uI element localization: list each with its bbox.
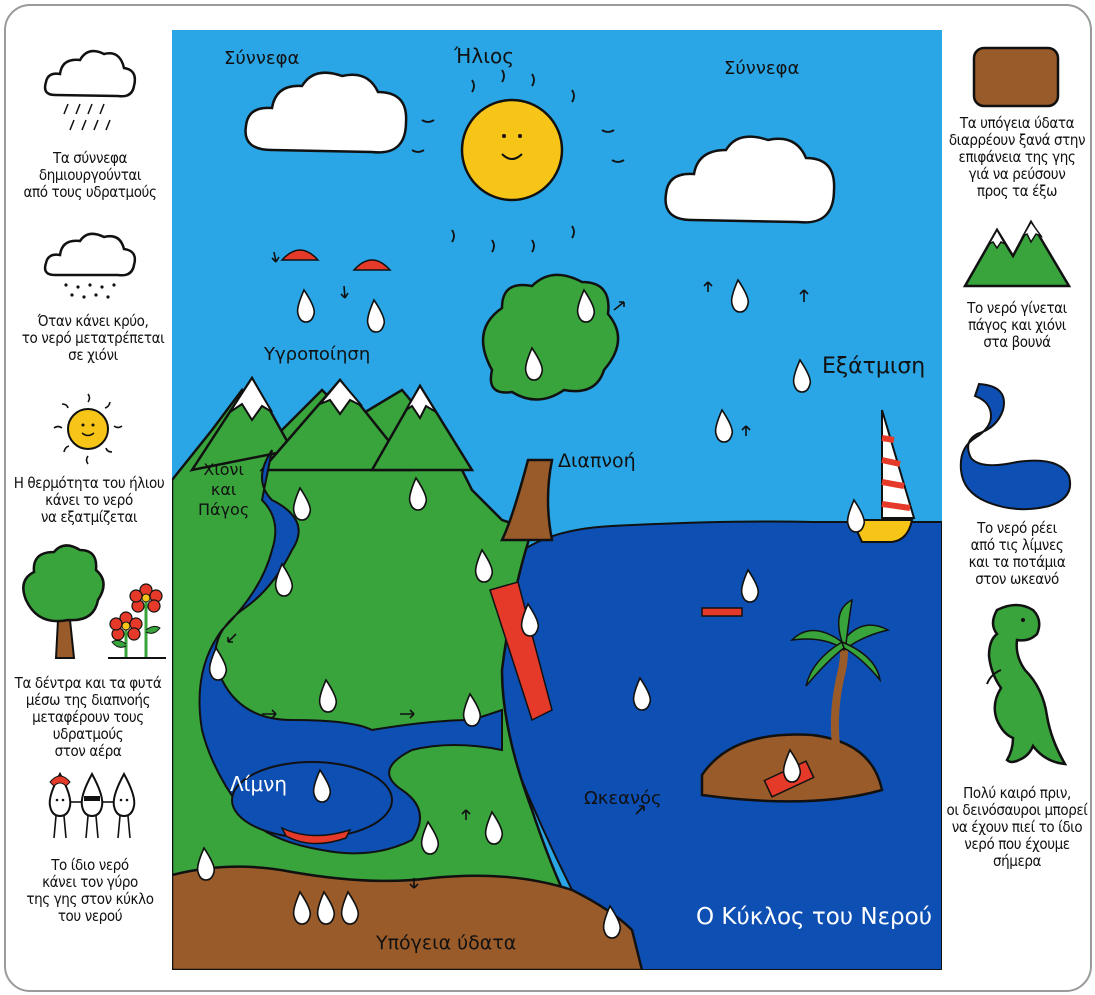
left-sidebar — [0, 0, 172, 995]
river-lake-icon — [957, 380, 1077, 515]
scene-drawing — [172, 30, 942, 970]
caption-trees: Τα δέντρα και τα φυτά μέσω της διαπνοής μεταφέρουν τους υδρατμούς στον αέρα — [14, 674, 162, 760]
label-snow-and-ice: Χιόνι και Πάγος — [198, 460, 250, 519]
snow-cloud-icon — [40, 225, 140, 305]
label-sun: Ήλιος — [454, 44, 514, 68]
caption-clouds: Τα σύννεφα δημιουργούνται από τους υδρατμούς — [23, 149, 157, 201]
soil-block-icon — [971, 40, 1061, 110]
caption-mountain: Το νερό γίνεται πάγος και χιόνι στα βουνά — [967, 299, 1067, 351]
label-evaporation: Εξάτμιση — [822, 354, 926, 379]
dinosaur-icon — [967, 600, 1067, 772]
label-lake: Λίμνη — [230, 772, 288, 796]
label-transpiration: Διαπνοή — [558, 450, 636, 472]
label-clouds-right: Σύννεφα — [724, 58, 800, 79]
tree-flowers-icon — [18, 540, 168, 665]
mountain-icon — [961, 214, 1073, 290]
caption-sun: Η θερμότητα του ήλιου κάνει το νερό να εξατμίζεται — [13, 474, 165, 526]
rain-cloud-icon — [40, 40, 140, 150]
label-ocean: Ωκεανός — [584, 788, 662, 809]
raft — [702, 608, 742, 616]
caption-river: Το νερό ρέει από τις λίμνες και τα ποτάμια στον ωκεανό — [968, 519, 1066, 588]
sun-icon — [48, 390, 128, 470]
sun — [462, 100, 562, 200]
label-groundwater: Υπόγεια ύδατα — [376, 932, 517, 954]
label-condensation: Υγροποίηση — [264, 344, 371, 365]
caption-snow: Όταν κάνει κρύο, το νερό μετατρέπεται σε χιόνι — [21, 312, 165, 364]
caption-cycle: Το ίδιο νερό κάνει τον γύρο της γης στον κύκλο του νερού — [26, 856, 154, 925]
poster-title: Ο Κύκλος του Νερού — [696, 904, 933, 930]
water-cycle-scene — [172, 30, 942, 970]
caption-groundwater: Τα υπόγεια ύδατα διαρρέουν ξανά στην επιφάνεια της γης γιά να ρεύσουν προς τα έξω — [948, 114, 1086, 200]
label-clouds-left: Σύννεφα — [224, 48, 300, 69]
right-sidebar — [937, 0, 1095, 995]
water-drops-icon — [42, 768, 142, 848]
caption-dino: Πολύ καιρό πριν, οι δεινόσαυροι μπορεί να έχουν πιεί το ίδιο νερό που έχουμε σήμερα — [946, 784, 1088, 870]
